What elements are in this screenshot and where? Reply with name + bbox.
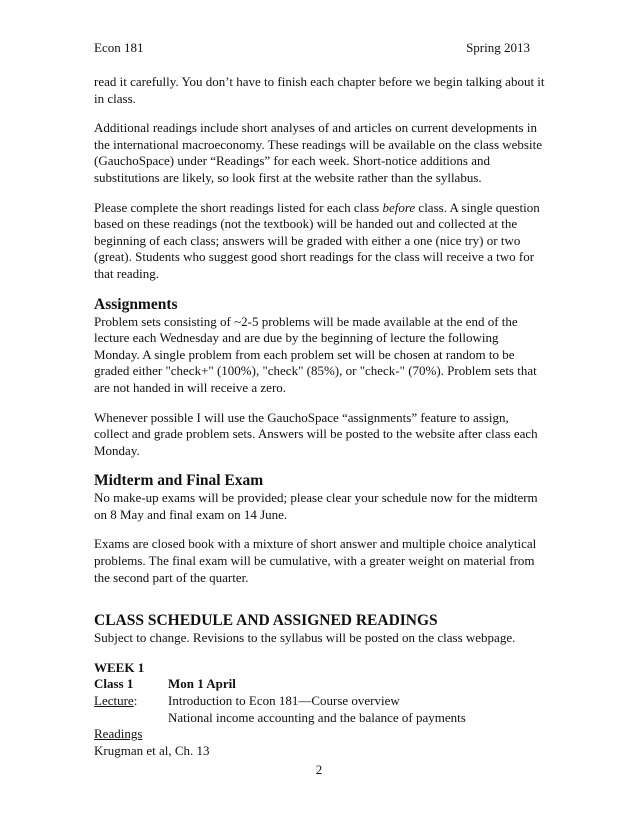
page-body — [94, 74, 546, 759]
schedule-subtitle: Subject to change. Revisions to the syllabus will be posted on the class webpage. — [94, 630, 516, 646]
heading-exams: Midterm and Final Exam — [94, 472, 264, 490]
paragraph-textbook: read it carefully. You don’t have to finish each chapter before we begin talking about it in class. — [94, 74, 545, 106]
class-label: Class 1 — [94, 676, 134, 692]
week-label: WEEK 1 — [94, 659, 145, 675]
lecture-row-2 — [94, 710, 546, 727]
header-term: Spring 2013 — [466, 40, 530, 55]
paragraph-problem-sets: Problem sets consisting of ~2-5 problems will be made available at the end of the lecture each Wednesday and are due by the beginning of lecture the following Monday. A single problem from each problem set will be chosen at random to be graded either "check+" (100%), "check" (85%), or "check-" (70%). Problem sets that are not handed in will receive a zero. — [94, 313, 537, 395]
page-header — [94, 40, 530, 56]
emphasis-before: before — [382, 199, 416, 215]
lecture-topic-1: Introduction to Econ 181—Course overview — [168, 693, 400, 709]
lecture-label: Lecture: — [94, 693, 138, 709]
paragraph-exam-format: Exams are closed book with a mixture of short answer and multiple choice analytical problems. The final exam will be cumulative, with a greater weight on material from the second part of the quarter. — [94, 536, 537, 585]
readings-label: Readings — [94, 726, 143, 742]
lecture-topic-2: National income accounting and the balance of payments — [168, 709, 466, 725]
heading-assignments: Assignments — [94, 295, 178, 313]
paragraph-short-readings: Please complete the short readings listed for each class before class. A single question based on these readings (not the textbook) will be handed out and collected at the beginning of each class; answers will be graded with either a one (nice try) or two (great). Students who suggest good short readings for the class will receive a two for that reading. — [94, 199, 540, 281]
reading-item: Krugman et al, Ch. 13 — [94, 742, 210, 758]
class-date: Mon 1 April — [168, 676, 236, 692]
page-number: 2 — [315, 762, 323, 777]
header-course: Econ 181 — [94, 40, 144, 55]
heading-schedule: CLASS SCHEDULE AND ASSIGNED READINGS — [94, 612, 438, 630]
lecture-row — [94, 693, 546, 710]
paragraph-exam-dates: No make-up exams will be provided; please clear your schedule now for the midterm on 8 May and final exam on 14 June. — [94, 490, 538, 522]
paragraph-gauchospace: Whenever possible I will use the GauchoSpace “assignments” feature to assign, collect and grade problem sets. Answers will be posted to the website after class each Monday. — [94, 409, 538, 458]
paragraph-additional-readings: Additional readings include short analyses of and articles on current developments in the international macroeconomy. These readings will be available on the class website (GauchoSpace) under “Readings” for each week. Short-notice additions and substitutions are likely, so look first at the website rather than the syllabus. — [94, 120, 542, 185]
class-row — [94, 676, 546, 693]
